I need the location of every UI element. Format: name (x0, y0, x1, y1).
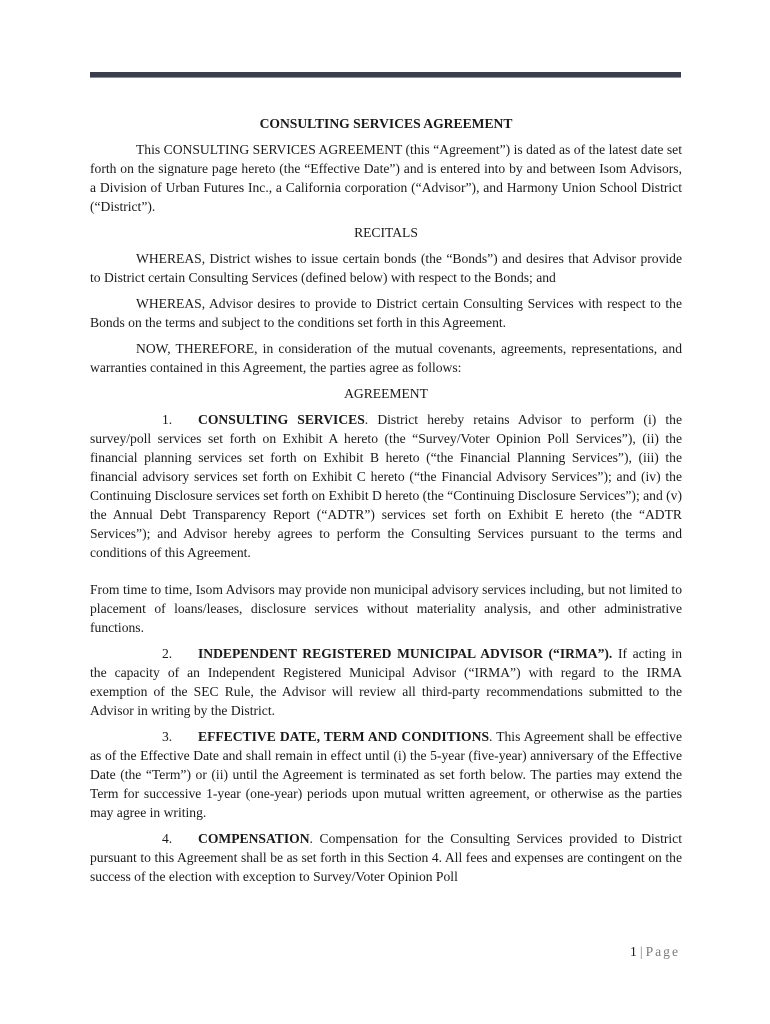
intro-paragraph: This CONSULTING SERVICES AGREEMENT (this “Agreement”) is dated as of the latest date set forth on the signature page hereto (the “Effective Date”) and is entered into by and between Isom Advisors, a Division of Urban Futures Inc., a California corporation (“Advisor”), and Harmony Union School District (“District”). (90, 142, 682, 214)
section-1 (90, 410, 682, 562)
section-3 (90, 727, 682, 822)
header-rule (90, 72, 681, 77)
document-body (90, 114, 682, 893)
section-2-number: 2. (162, 646, 173, 661)
non-municipal-paragraph: From time to time, Isom Advisors may provide non municipal advisory services including, but not limited to placement of loans/leases, disclosure services without materiality analysis, and other administrative functions. (90, 582, 682, 635)
recitals-heading: RECITALS (354, 225, 418, 240)
section-2-body: If acting in the capacity of an Independent Registered Municipal Advisor (“IRMA”) with regard to the IRMA exemption of the SEC Rule, the Advisor will review all third-party recommendations submitted to the Advisor in writing by the District. (90, 646, 683, 718)
page-footer (500, 942, 680, 961)
page-number: 1 (630, 944, 637, 959)
section-2 (90, 644, 682, 720)
section-2-heading: INDEPENDENT REGISTERED MUNICIPAL ADVISOR (“IRMA”). (198, 646, 613, 661)
section-4-heading: COMPENSATION (198, 831, 310, 846)
whereas-paragraph-2: WHEREAS, Advisor desires to provide to District certain Consulting Services with respect to the Bonds on the terms and subject to the conditions set forth in this Agreement. (90, 296, 682, 330)
section-1-number: 1. (162, 412, 173, 427)
section-4-body: . Compensation for the Consulting Services provided to District pursuant to this Agreement shall be as set forth in this Section 4. All fees and expenses are contingent on the success of the election with exception to Survey/Voter Opinion Poll (90, 831, 682, 884)
section-3-heading: EFFECTIVE DATE, TERM AND CONDITIONS (198, 729, 489, 744)
section-4-number: 4. (162, 831, 173, 846)
section-3-body: . This Agreement shall be effective as of the Effective Date and shall remain in effect until (i) the 5-year (five-year) anniversary of the Effective Date (the “Term”) or (ii) until the Agreement is terminated as set forth below. The parties may extend the Term for successive 1-year (one-year) periods upon mutual written agreement, or otherwise as the parties may agree in writing. (90, 729, 682, 820)
now-therefore-paragraph: NOW, THEREFORE, in consideration of the mutual covenants, agreements, representations, and warranties contained in this Agreement, the parties agree as follows: (90, 341, 682, 375)
section-3-number: 3. (162, 729, 173, 744)
section-4 (90, 829, 682, 886)
page-label: Page (645, 944, 680, 959)
whereas-paragraph-1: WHEREAS, District wishes to issue certain bonds (the “Bonds”) and desires that Advisor provide to District certain Consulting Services (defined below) with respect to the Bonds; and (90, 251, 682, 285)
section-1-heading: CONSULTING SERVICES (198, 412, 365, 427)
document-title: CONSULTING SERVICES AGREEMENT (259, 116, 513, 131)
section-1-body: . District hereby retains Advisor to perform (i) the survey/poll services set forth on Exhibit A hereto (the “Survey/Voter Opinion Poll Services”), (ii) the financial planning services set forth on Exhibit B hereto (“the Financial Planning Services”), (iii) the financial advisory services set forth on Exhibit C hereto (“the Financial Advisory Services”); and (iv) the Continuing Disclosure services set forth on Exhibit D hereto (the “Continuing Disclosure Services”); and (v) the Annual Debt Transparency Report (“ADTR”) services set forth on Exhibit E hereto (the “ADTR Services”); and Advisor hereby agrees to perform the Consulting Services pursuant to the terms and conditions of this Agreement. (90, 412, 682, 560)
agreement-heading: AGREEMENT (344, 386, 428, 401)
page-separator: | (639, 944, 643, 959)
